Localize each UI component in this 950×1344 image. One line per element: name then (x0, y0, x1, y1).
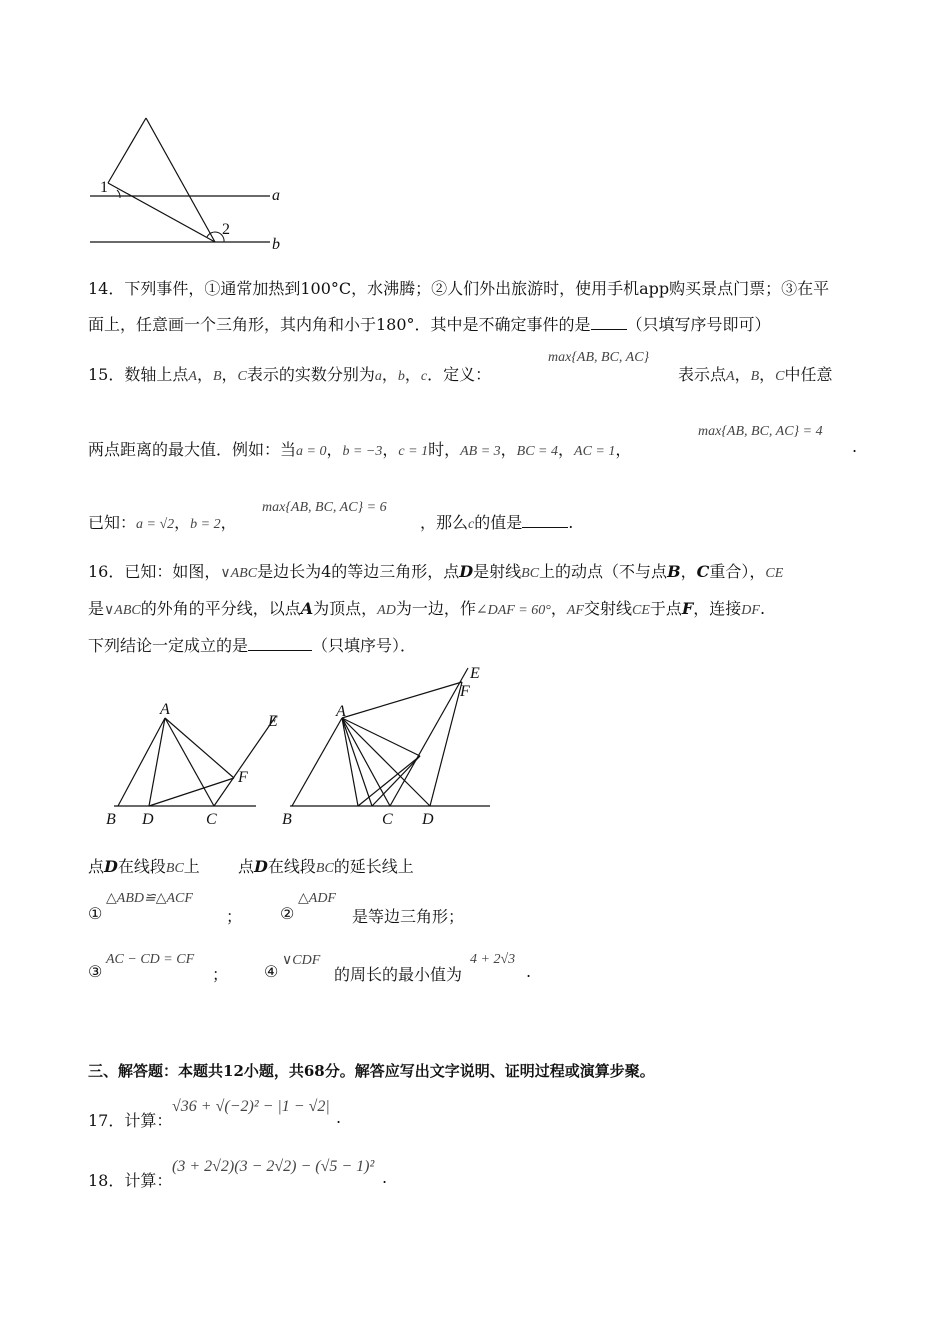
section-3-title: 三、解答题：本题共12小题，共68分。解答应写出文字说明、证明过程或演算步聚。 (88, 1062, 655, 1080)
q16-line3: 下列结论一定成立的是 （只填序号）． (88, 636, 417, 655)
option-4-value: 4 + 2√3 (470, 952, 516, 967)
max-given: max{AB, BC, AC} = 6 (262, 500, 387, 515)
vertex-F: F (238, 769, 248, 786)
answer-blank[interactable] (248, 636, 312, 651)
q15-line2: 两点距离的最大值．例如：当a = 0，b = −3，c = 1时，AB = 3，BC = 4，AC = 1， (88, 440, 632, 459)
vertex-A: A (336, 703, 346, 720)
vertex-F: F (460, 683, 470, 700)
max-expression: max{AB, BC, AC} (548, 350, 650, 365)
q17-expression: √36 + √(−2)² − |1 − √2| (172, 1098, 330, 1115)
q16-line2: 是∨ABC的外角的平分线，以点A为顶点，AD为一边，作∠DAF = 60°，AF交射线CE于点F，连接DF. (88, 599, 766, 618)
q15-line1-end: 表示点A，B，C中任意 (678, 365, 833, 384)
vertex-E: E (268, 713, 278, 730)
option-1: △ABD≌△ACF (106, 891, 193, 906)
caption-right: 点D在线段BC的延长线上 (238, 857, 414, 876)
q18-expression: (3 + 2√2)(3 − 2√2) − (√5 − 1)² (172, 1158, 375, 1175)
figure-d-on-segment (100, 700, 290, 830)
q17-label: 17．计算： (88, 1111, 173, 1130)
vertex-C: C (382, 811, 393, 828)
q15-line3: 已知：a = √2，b = 2， (88, 513, 237, 532)
vertex-D: D (422, 811, 434, 828)
vertex-C: C (206, 811, 217, 828)
option-1-num: ① (88, 904, 103, 923)
caption-left: 点D在线段BC上 (88, 857, 200, 876)
parallel-lines-figure (80, 110, 300, 260)
q18-label: 18．计算： (88, 1171, 173, 1190)
option-2: △ADF (298, 891, 336, 906)
line-a-label: a (272, 187, 280, 204)
q15-line1: 15．数轴上点A，B，C表示的实数分别为a，b，c．定义： (88, 365, 492, 384)
vertex-B: B (106, 811, 116, 828)
angle-1-label: 1 (100, 179, 108, 196)
answer-blank[interactable] (591, 315, 627, 330)
option-4: ∨CDF (282, 953, 321, 968)
answer-blank[interactable] (522, 513, 568, 528)
option-3: AC − CD = CF (106, 952, 195, 967)
q14-line2: 面上，任意画一个三角形，其内角和小于180°．其中是不确定事件的是 （只填写序号即可） (88, 315, 771, 334)
vertex-D: D (142, 811, 154, 828)
option-3-num: ③ (88, 962, 103, 981)
vertex-B: B (282, 811, 292, 828)
angle-2-label: 2 (222, 221, 230, 238)
vertex-A: A (160, 701, 170, 718)
q16-line1: 16．已知：如图，∨ABC是边长为4的等边三角形，点D是射线BC上的动点（不与点B，C重合），CE (88, 562, 784, 581)
line-b-label: b (272, 236, 280, 253)
max-example: max{AB, BC, AC} = 4 (698, 424, 823, 439)
q14-line1: 14．下列事件，①通常加热到100°C，水沸腾；②人们外出旅游时，使用手机app购买景点门票；③在平 (88, 279, 830, 298)
option-2-num: ② (280, 904, 295, 923)
option-4-num: ④ (264, 962, 279, 981)
figure-d-on-extension (280, 660, 500, 830)
vertex-E: E (470, 665, 480, 682)
